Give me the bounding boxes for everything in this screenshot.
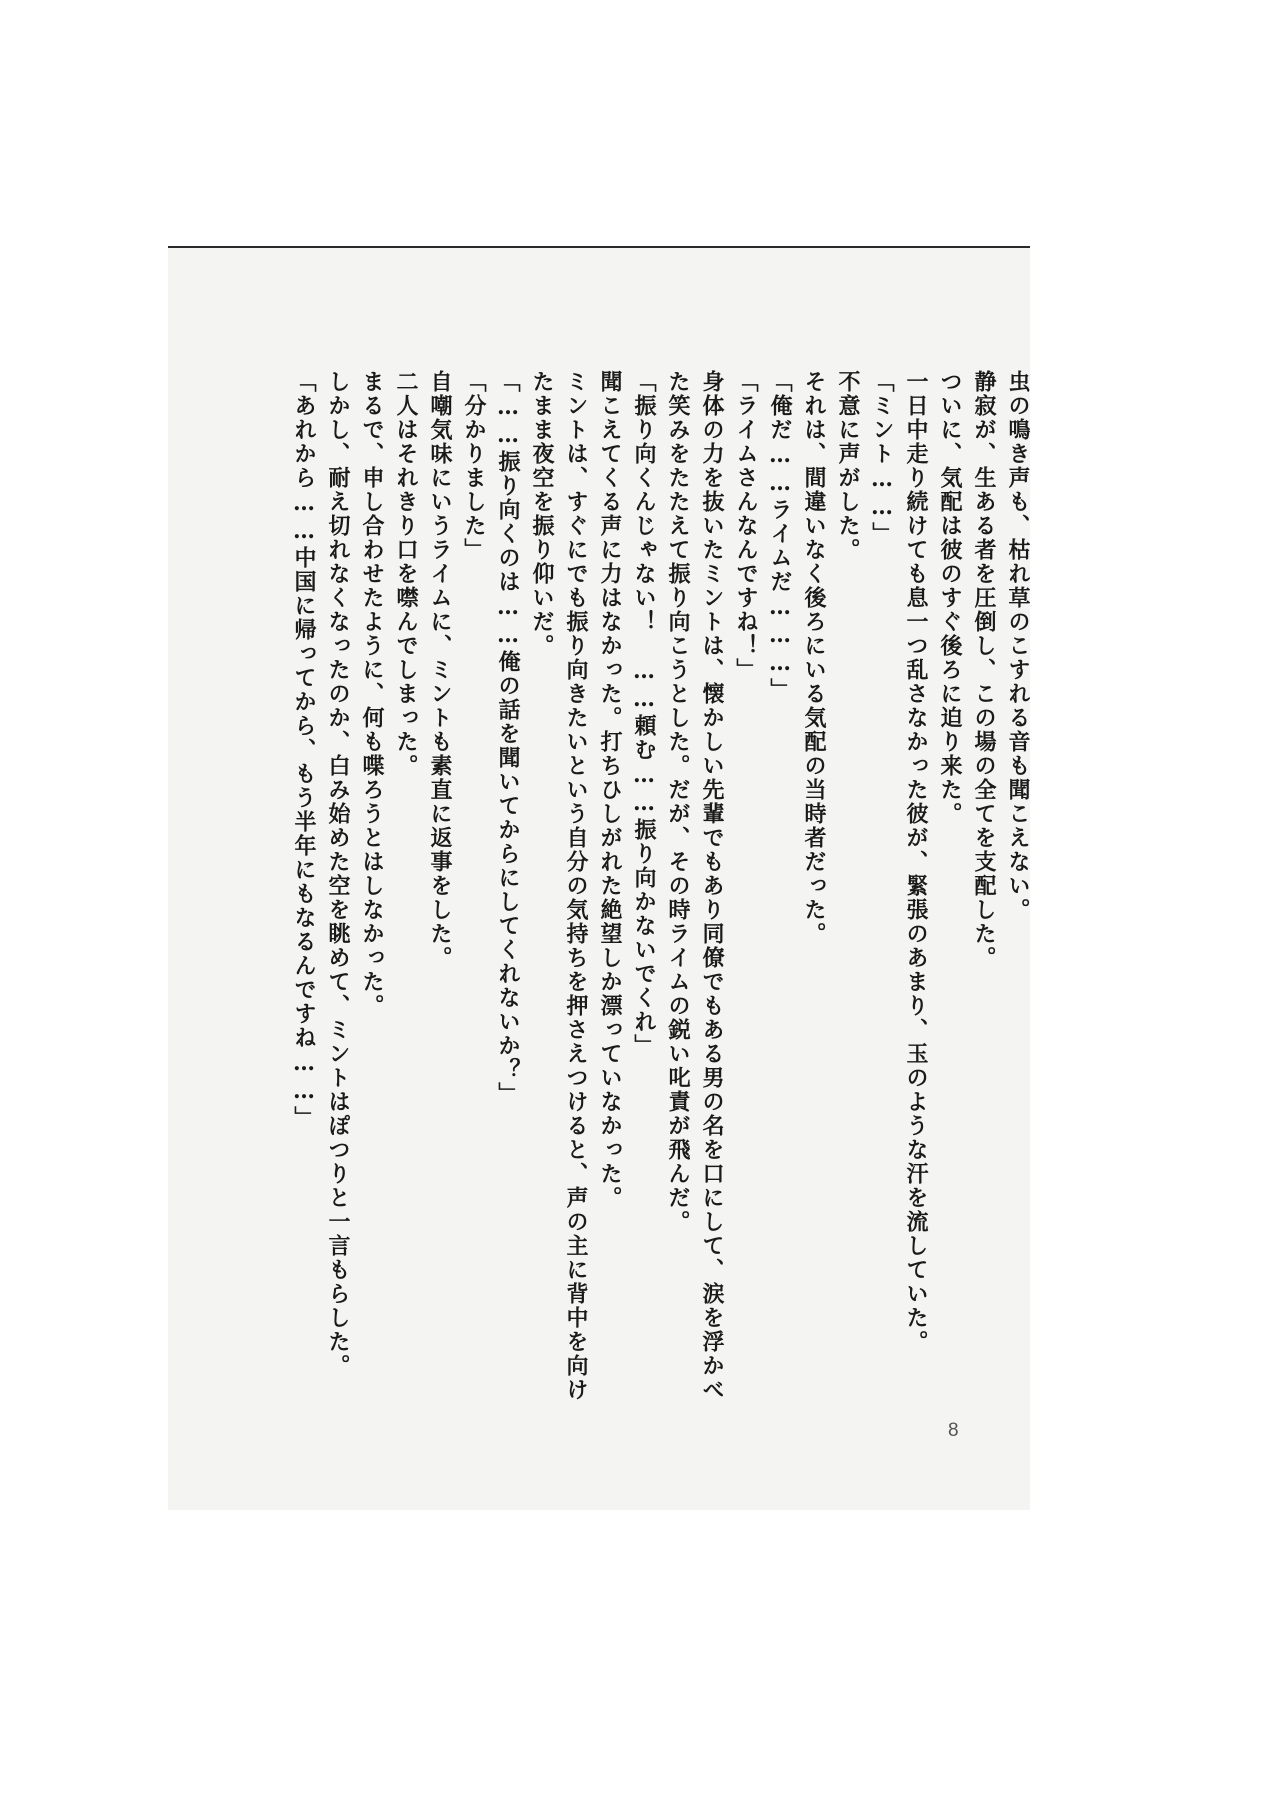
text-line: ミントは、すぐにでも振り向きたいという自分の気持ちを押さえつけると、声の主に背中を向けたまま夜空を振り仰いだ。	[529, 370, 589, 1402]
text-line: 二人はそれきり口を噤んでしまった。	[393, 370, 419, 778]
text-line: 「分かりました」	[461, 370, 487, 562]
text-line: 「ライムさんなんですね！」	[733, 370, 759, 682]
vertical-text-body	[287, 370, 1035, 1410]
text-line: 「俺だ……ライムだ………」	[767, 370, 793, 702]
text-line: 「振り向くんじゃない！ ……頼む……振り向かないでくれ」	[631, 370, 657, 1058]
text-line: しかし、耐え切れなくなったのか、白み始めた空を眺めて、ミントはぽつりと一言もらした。	[325, 370, 351, 1378]
text-line: ついに、気配は彼のすぐ後ろに迫り来た。	[937, 370, 963, 826]
text-line: それは、間違いなく後ろにいる気配の当時者だった。	[801, 370, 827, 946]
text-line: 一日中走り続けても息一つ乱さなかった彼が、緊張のあまり、玉のような汗を流していた。	[903, 370, 929, 1354]
text-line: 「ミント……」	[869, 370, 895, 546]
top-rule	[168, 246, 1030, 248]
text-line: 聞こえてくる声に力はなかった。打ちひしがれた絶望しか漂っていなかった。	[597, 370, 623, 1210]
text-line: まるで、申し合わせたように、何も喋ろうとはしなかった。	[359, 370, 385, 1018]
text-line: 虫の鳴き声も、枯れ草のこすれる音も聞こえない。	[1005, 370, 1031, 922]
text-line: 静寂が、生ある者を圧倒し、この場の全てを支配した。	[971, 370, 997, 970]
text-line: 「あれから……中国に帰ってから、もう半年にもなるんですね……」	[291, 370, 317, 1130]
text-line: 自嘲気味にいうライムに、ミントも素直に返事をした。	[427, 370, 453, 970]
text-line: 「……振り向くのは……俺の話を聞いてからにしてくれないか？」	[495, 370, 521, 1106]
page-number: 8	[948, 1420, 959, 1441]
text-line: 不意に声がした。	[835, 370, 861, 562]
text-line: 身体の力を抜いたミントは、懐かしい先輩でもあり同僚でもある男の名を口にして、涙を浮かべた笑みをたたえて振り向こうとした。だが、その時ライムの鋭い叱責が飛んだ。	[665, 370, 725, 1402]
